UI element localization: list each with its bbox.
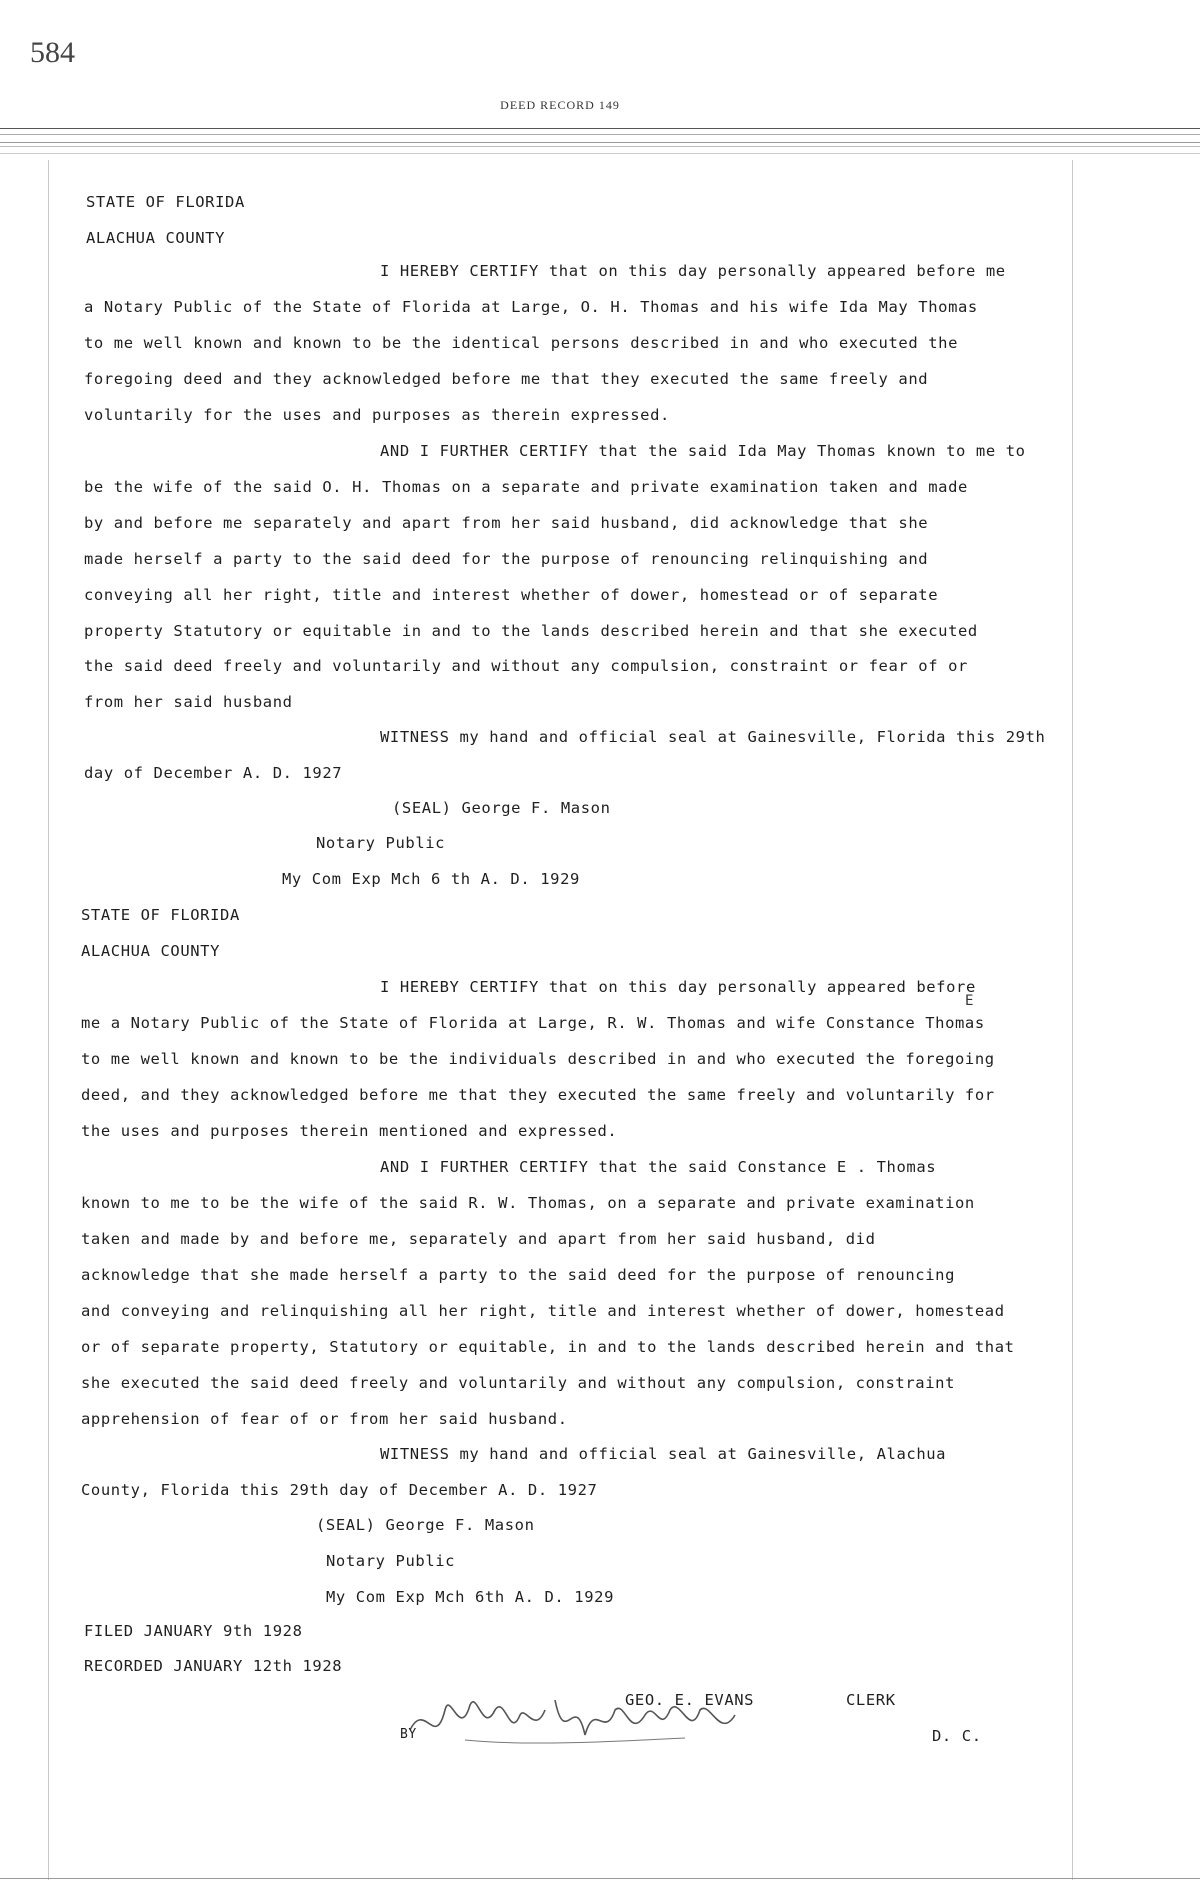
body-line: property Statutory or equitable in and to the lands described herein and that she executed (84, 622, 978, 640)
body-line: made herself a party to the said deed for the purpose of renouncing relinquishing and (84, 550, 929, 568)
notary-seal-line: (SEAL) George F. Mason (392, 799, 611, 817)
body-line: I HEREBY CERTIFY that on this day personally appeared before me (380, 262, 1006, 280)
state-heading: STATE OF FLORIDA (81, 906, 240, 924)
body-line: she executed the said deed freely and voluntarily and without any compulsion, constraint (81, 1374, 955, 1392)
clerk-name: GEO. E. EVANS (625, 1691, 755, 1709)
body-line: taken and made by and before me, separately and apart from her said husband, did (81, 1230, 876, 1248)
body-line: WITNESS my hand and official seal at Gainesville, Alachua (380, 1445, 947, 1463)
body-line: acknowledge that she made herself a party to the said deed for the purpose of renouncing (81, 1266, 955, 1284)
body-line: WITNESS my hand and official seal at Gainesville, Florida this 29th (380, 728, 1046, 746)
body-line: foregoing deed and they acknowledged before me that they executed the same freely and (84, 370, 929, 388)
body-line: deed, and they acknowledged before me that they executed the same freely and voluntarily for (81, 1086, 995, 1104)
body-line: or of separate property, Statutory or equitable, in and to the lands described herein and that (81, 1338, 1015, 1356)
county-heading: ALACHUA COUNTY (81, 942, 221, 960)
filed-date: FILED JANUARY 9th 1928 (84, 1622, 303, 1640)
by-label: BY (400, 1727, 417, 1742)
header-rule (0, 134, 1200, 135)
body-line: by and before me separately and apart from her said husband, did acknowledge that she (84, 514, 929, 532)
header-rule (0, 142, 1200, 143)
body-line: be the wife of the said O. H. Thomas on a separate and private examination taken and made (84, 478, 968, 496)
body-line: AND I FURTHER CERTIFY that the said Ida May Thomas known to me to (380, 442, 1026, 460)
body-line: to me well known and known to be the individuals described in and who executed the foregoing (81, 1050, 995, 1068)
body-line: apprehension of fear of or from her said husband. (81, 1410, 568, 1428)
county-heading: ALACHUA COUNTY (86, 229, 226, 247)
notary-title: Notary Public (326, 1552, 456, 1570)
notary-commission: My Com Exp Mch 6 th A. D. 1929 (282, 870, 580, 888)
body-line: voluntarily for the uses and purposes as therein expressed. (84, 406, 670, 424)
body-line: me a Notary Public of the State of Florida at Large, R. W. Thomas and wife Constance Thomas (81, 1014, 985, 1032)
inserted-initial: E (965, 993, 974, 1009)
left-margin-line (48, 160, 49, 1880)
body-line: from her said husband (84, 693, 293, 711)
recorded-date: RECORDED JANUARY 12th 1928 (84, 1657, 343, 1675)
body-line: the uses and purposes therein mentioned and expressed. (81, 1122, 618, 1140)
body-line: conveying all her right, title and interest whether of dower, homestead or of separate (84, 586, 939, 604)
body-line: the said deed freely and voluntarily and without any compulsion, constraint or fear of or (84, 657, 968, 675)
header-rule (0, 153, 1200, 154)
bottom-rule (0, 1878, 1200, 1879)
body-line: County, Florida this 29th day of December A. D. 1927 (81, 1481, 598, 1499)
body-line: known to me to be the wife of the said R. W. Thomas, on a separate and private examination (81, 1194, 975, 1212)
body-line: and conveying and relinquishing all her right, title and interest whether of dower, homestead (81, 1302, 1005, 1320)
notary-commission: My Com Exp Mch 6th A. D. 1929 (326, 1588, 615, 1606)
body-line: day of December A. D. 1927 (84, 764, 343, 782)
body-line: a Notary Public of the State of Florida at Large, O. H. Thomas and his wife Ida May Thomas (84, 298, 978, 316)
deputy-clerk-label: D. C. (932, 1727, 982, 1745)
notary-title: Notary Public (316, 834, 446, 852)
header-rule (0, 146, 1200, 147)
state-heading: STATE OF FLORIDA (86, 193, 245, 211)
record-header: DEED RECORD 149 (500, 98, 620, 112)
body-line: AND I FURTHER CERTIFY that the said Constance E . Thomas (380, 1158, 937, 1176)
page-number: 584 (30, 36, 75, 69)
notary-seal-line: (SEAL) George F. Mason (316, 1516, 535, 1534)
right-margin-line (1072, 160, 1073, 1880)
header-rule (0, 128, 1200, 129)
clerk-title: CLERK (846, 1691, 896, 1709)
body-line: I HEREBY CERTIFY that on this day personally appeared before (380, 978, 976, 996)
body-line: to me well known and known to be the identical persons described in and who executed the (84, 334, 958, 352)
